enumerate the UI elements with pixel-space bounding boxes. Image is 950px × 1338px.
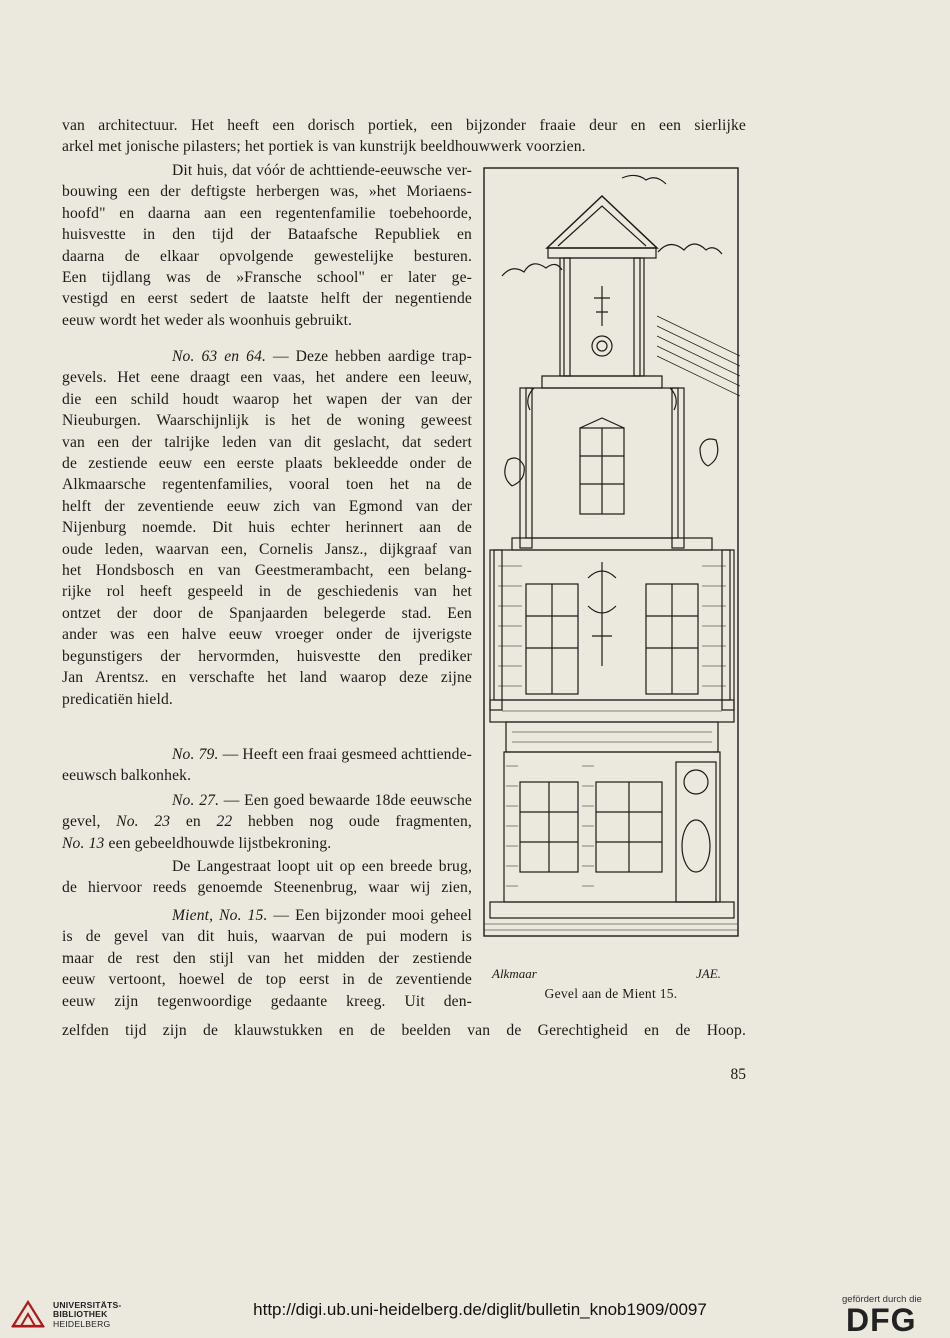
text-fragment: — Een bijzonder mooi geheel <box>267 907 472 924</box>
text-line: Een tijdlang was de »Fransche school" er later ge- <box>62 269 472 287</box>
text-fragment: en <box>170 813 217 831</box>
text-line: zelfden tijd zijn de klauwstukken en de beelden van de Gerechtigheid en de Hoop. <box>62 1022 746 1039</box>
page-number: 85 <box>730 1066 746 1083</box>
text-line: huisvestte in den tijd der Bataafsche Republiek en <box>62 226 472 244</box>
text-line: eeuwsch balkonhek. <box>62 767 192 785</box>
text-line: helft der zeventiende eeuw zich van Egmond van der <box>62 497 472 515</box>
text-line: Nijenburg noemde. Dit huis echter herinnert aan de <box>62 519 472 537</box>
text-line <box>62 833 472 854</box>
text-line: die een schild houdt waarop het wapen der van der <box>62 390 472 408</box>
entry-label: 22 <box>216 813 233 831</box>
text-line: eeuw wordt het weder als woonhuis gebruikt. <box>62 311 353 329</box>
library-name-line: HEIDELBERG <box>53 1318 111 1329</box>
figure-caption: Gevel aan de Mient 15. <box>544 986 678 1001</box>
entry-label: No. 23 <box>116 813 171 831</box>
text-line: maar de rest den stijl van het midden der zestiende <box>62 949 472 967</box>
text-line: hoofd" en daarna aan een regentenfamilie toebehoorde, <box>62 204 472 222</box>
text-line <box>62 346 472 367</box>
text-line: begunstigers der hervormden, huisvestte den prediker <box>62 647 472 665</box>
paragraph-no-27 <box>62 790 472 854</box>
text-line <box>62 790 472 811</box>
digitization-url[interactable]: http://digi.ub.uni-heidelberg.de/diglit/bulletin_knob1909/0097 <box>253 1300 707 1319</box>
text-line: vestigd en eerst sedert de laatste helft der negentiende <box>62 290 472 308</box>
paragraph-moriaenshoofd <box>62 160 472 331</box>
text-fragment: een gebeeldhouwde lijstbekroning. <box>104 834 332 852</box>
text-line: daarna de elkaar opvolgende gewestelijke besturen. <box>62 247 472 265</box>
entry-label: Mient, No. 15. <box>172 907 268 924</box>
text-line: van architectuur. Het heeft een dorisch portiek, een bijzonder fraaie deur en een sierlijke <box>62 117 746 134</box>
text-line: gevels. Het eene draagt een vaas, het andere een leeuw, <box>62 369 472 387</box>
text-line: Dit huis, dat vóór de achttiende-eeuwsche ver- <box>172 162 472 179</box>
text-line: arkel met jonische pilasters; het portiek is van kunstrijk beeldhouwwerk voorzien. <box>62 138 586 156</box>
sketch-signature-right: JAE. <box>696 966 721 981</box>
paragraph-langestraat <box>62 856 472 899</box>
paragraph-mient-15-end <box>62 1020 746 1041</box>
library-name-line: BIBLIOTHEK <box>53 1309 108 1320</box>
text-line <box>62 744 472 765</box>
text-line: oude leden, waarvan een, Cornelis Jansz., dijkgraaf van <box>62 540 472 558</box>
paragraph-no-79 <box>62 744 472 787</box>
text-fragment: — Een goed bewaarde 18de eeuwsche <box>219 792 472 809</box>
text-line <box>62 811 472 832</box>
text-line: ander was een halve eeuw vroeger onder de ijverigste <box>62 626 472 644</box>
text-line: eeuw zijn tegenwoordige gedaante kreeg. Uit den- <box>62 992 472 1010</box>
sponsor-note: gefördert durch die <box>842 1294 922 1305</box>
facade-illustration <box>482 166 740 986</box>
paragraph-intro <box>62 115 746 158</box>
text-line: de hiervoor reeds genoemde Steenenbrug, waar wij zien, <box>62 879 472 897</box>
entry-label: No. 79. <box>172 746 219 763</box>
paragraph-no-63-64 <box>62 346 472 710</box>
entry-label: No. 63 en 64. <box>172 348 267 365</box>
text-fragment: — Heeft een fraai gesmeed achttiende- <box>218 746 472 763</box>
entry-label: No. 27. <box>172 792 220 809</box>
library-name-line: UNIVERSITÄTS- <box>53 1300 122 1310</box>
text-line <box>62 905 472 926</box>
text-fragment: hebben nog oude fragmenten, <box>232 813 472 831</box>
text-line: van een der talrijke leden van dit geslacht, dat sedert <box>62 433 472 451</box>
text-line: bouwing een der deftigste herbergen was, »het Moriaens- <box>62 183 472 201</box>
text-line: eeuw vertoont, hoewel de top eerst in de zeventiende <box>62 971 472 989</box>
sketch-signature-left: Alkmaar <box>492 966 537 981</box>
text-line: ontzet der door de Spanjaarden belegerde stad. Een <box>62 604 472 622</box>
text-line: het Hondsbosch en van Geestmerambacht, een belang- <box>62 562 472 580</box>
text-line: is de gevel van dit huis, waarvan de pui modern is <box>62 928 472 946</box>
text-line: de zestiende eeuw een eerste plaats bekleedde onder de <box>62 455 472 473</box>
text-line: Jan Arentsz. en verschafte het land waarop deze zijne <box>62 669 472 687</box>
entry-label: No. 13 <box>62 834 105 852</box>
text-fragment: gevel, <box>62 813 117 831</box>
text-line: predicatiën hield. <box>62 690 173 708</box>
text-fragment: — Deze hebben aardige trap- <box>266 348 472 365</box>
text-line: rijke rol heeft gespeeld in de geschiedenis van het <box>62 583 472 601</box>
text-line: Alkmaarsche regentenfamilies, vooral toen het na de <box>62 476 472 494</box>
paragraph-mient-15 <box>62 905 472 1012</box>
library-logo-icon <box>10 1300 46 1328</box>
text-line: Nieuburgen. Waarschijnlijk is het de woning geweest <box>62 412 472 430</box>
dfg-logo: DFG <box>846 1302 917 1338</box>
text-line: De Langestraat loopt uit op een breede brug, <box>172 858 472 875</box>
